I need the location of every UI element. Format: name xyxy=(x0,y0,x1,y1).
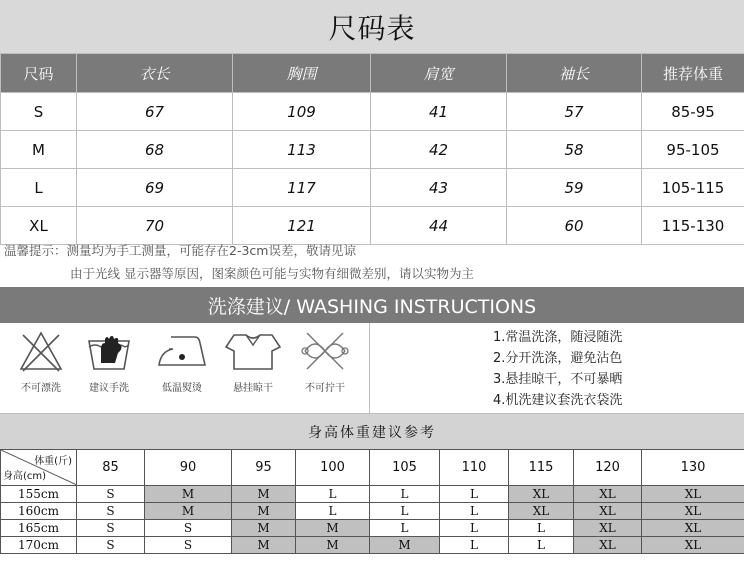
shoulder-cell: 43 xyxy=(371,169,507,207)
size-cell: XL xyxy=(642,520,744,537)
size-cell: L xyxy=(370,486,440,503)
size-cell: M xyxy=(1,131,77,169)
wash-item xyxy=(74,329,144,394)
size-cell: XL xyxy=(574,486,642,503)
height-cell: 170cm xyxy=(1,537,77,554)
reference-title: 身高体重建议参考 xyxy=(0,414,744,450)
table-row xyxy=(1,93,744,131)
size-cell: M xyxy=(232,537,296,554)
length-cell: 68 xyxy=(77,131,233,169)
size-cell: XL xyxy=(642,537,744,554)
size-cell: XL xyxy=(574,520,642,537)
low-temp-iron-icon xyxy=(155,329,209,373)
size-cell: S xyxy=(77,520,145,537)
hand-wash-icon xyxy=(85,329,133,373)
chest-cell: 109 xyxy=(233,93,371,131)
washing-title: 洗涤建议/ WASHING INSTRUCTIONS xyxy=(0,287,744,323)
wash-label: 不可漂洗 xyxy=(21,383,61,394)
weight-header: 90 xyxy=(145,450,232,486)
wash-label: 低温熨烫 xyxy=(162,383,202,394)
shoulder-cell: 42 xyxy=(371,131,507,169)
color-note: 由于光线 显示器等原因，图案颜色可能与实物有细微差别，请以实物为主 xyxy=(70,266,474,281)
weight-header: 95 xyxy=(232,450,296,486)
no-wring-icon xyxy=(299,329,351,373)
instruction-item: 3.悬挂晾干，不可暴晒 xyxy=(493,372,623,387)
sleeve-cell: 60 xyxy=(507,207,642,245)
weight-axis-label: 体重(斤) xyxy=(34,456,72,467)
size-cell: XL xyxy=(642,503,744,520)
size-cell: M xyxy=(232,520,296,537)
weight-header: 130 xyxy=(642,450,744,486)
size-cell: L xyxy=(509,520,574,537)
size-cell: S xyxy=(145,537,232,554)
size-cell: S xyxy=(77,486,145,503)
page-title: 尺码表 xyxy=(0,0,744,54)
size-cell: L xyxy=(509,537,574,554)
weight-header: 115 xyxy=(509,450,574,486)
chest-cell: 113 xyxy=(233,131,371,169)
size-table-header xyxy=(1,54,744,93)
size-cell: S xyxy=(77,537,145,554)
length-cell: 70 xyxy=(77,207,233,245)
wash-item xyxy=(6,329,76,394)
height-cell: 160cm xyxy=(1,503,77,520)
size-cell: XL xyxy=(509,503,574,520)
size-cell: M xyxy=(296,537,370,554)
table-row xyxy=(1,503,744,520)
header-sleeve: 袖长 xyxy=(507,54,642,93)
size-cell: XL xyxy=(509,486,574,503)
size-cell: XL xyxy=(642,486,744,503)
size-cell: L xyxy=(440,537,509,554)
size-cell: L xyxy=(370,503,440,520)
instruction-item: 2.分开洗涤，避免沾色 xyxy=(493,351,623,366)
table-row xyxy=(1,169,744,207)
weight-header: 100 xyxy=(296,450,370,486)
table-row xyxy=(1,131,744,169)
wash-item xyxy=(147,329,217,394)
size-cell: M xyxy=(296,520,370,537)
chest-cell: 117 xyxy=(233,169,371,207)
weight-cell: 95-105 xyxy=(642,131,744,169)
length-cell: 67 xyxy=(77,93,233,131)
sleeve-cell: 57 xyxy=(507,93,642,131)
size-cell: XL xyxy=(574,503,642,520)
reference-table xyxy=(0,449,744,554)
weight-header: 110 xyxy=(440,450,509,486)
wash-item xyxy=(290,329,360,394)
size-cell: M xyxy=(232,486,296,503)
shoulder-cell: 44 xyxy=(371,207,507,245)
header-weight: 推荐体重 xyxy=(642,54,744,93)
height-cell: 155cm xyxy=(1,486,77,503)
weight-cell: 105-115 xyxy=(642,169,744,207)
size-cell: L xyxy=(296,503,370,520)
weight-header: 85 xyxy=(77,450,145,486)
size-cell: L xyxy=(1,169,77,207)
wash-label: 建议手洗 xyxy=(89,383,129,394)
table-row xyxy=(1,520,744,537)
size-cell: L xyxy=(296,486,370,503)
wash-item xyxy=(218,329,288,394)
instruction-item: 4.机洗建议套洗衣袋洗 xyxy=(493,393,623,408)
length-cell: 69 xyxy=(77,169,233,207)
size-table xyxy=(0,53,744,245)
weight-cell: 85-95 xyxy=(642,93,744,131)
washing-instructions xyxy=(493,327,622,411)
header-shoulder: 肩宽 xyxy=(371,54,507,93)
size-cell: L xyxy=(370,520,440,537)
size-cell: S xyxy=(1,93,77,131)
chest-cell: 121 xyxy=(233,207,371,245)
reference-header-row xyxy=(1,450,744,486)
size-cell: S xyxy=(145,520,232,537)
size-cell: XL xyxy=(574,537,642,554)
wash-label: 不可拧干 xyxy=(305,383,345,394)
divider xyxy=(369,323,370,413)
corner-cell xyxy=(1,450,77,486)
size-cell: L xyxy=(440,486,509,503)
instruction-item: 1.常温洗涤，随浸随洗 xyxy=(493,330,623,345)
height-axis-label: 身高(cm) xyxy=(3,471,47,482)
measurement-note: 温馨提示：测量均为手工测量，可能存在2-3cm误差，敬请见谅 xyxy=(4,243,356,258)
sleeve-cell: 58 xyxy=(507,131,642,169)
table-row xyxy=(1,486,744,503)
washing-section xyxy=(0,323,744,414)
size-cell: L xyxy=(440,520,509,537)
size-cell: M xyxy=(145,486,232,503)
size-cell: M xyxy=(232,503,296,520)
no-bleach-icon xyxy=(17,329,65,373)
header-size: 尺码 xyxy=(1,54,77,93)
weight-header: 105 xyxy=(370,450,440,486)
weight-cell: 115-130 xyxy=(642,207,744,245)
shoulder-cell: 41 xyxy=(371,93,507,131)
size-cell: M xyxy=(370,537,440,554)
table-row xyxy=(1,537,744,554)
size-cell: M xyxy=(145,503,232,520)
table-row xyxy=(1,207,744,245)
size-cell: XL xyxy=(1,207,77,245)
height-cell: 165cm xyxy=(1,520,77,537)
size-cell: S xyxy=(77,503,145,520)
hang-dry-icon xyxy=(224,329,282,373)
weight-header: 120 xyxy=(574,450,642,486)
header-chest: 胸围 xyxy=(233,54,371,93)
sleeve-cell: 59 xyxy=(507,169,642,207)
header-length: 衣长 xyxy=(77,54,233,93)
wash-label: 悬挂晾干 xyxy=(233,383,273,394)
size-cell: L xyxy=(440,503,509,520)
